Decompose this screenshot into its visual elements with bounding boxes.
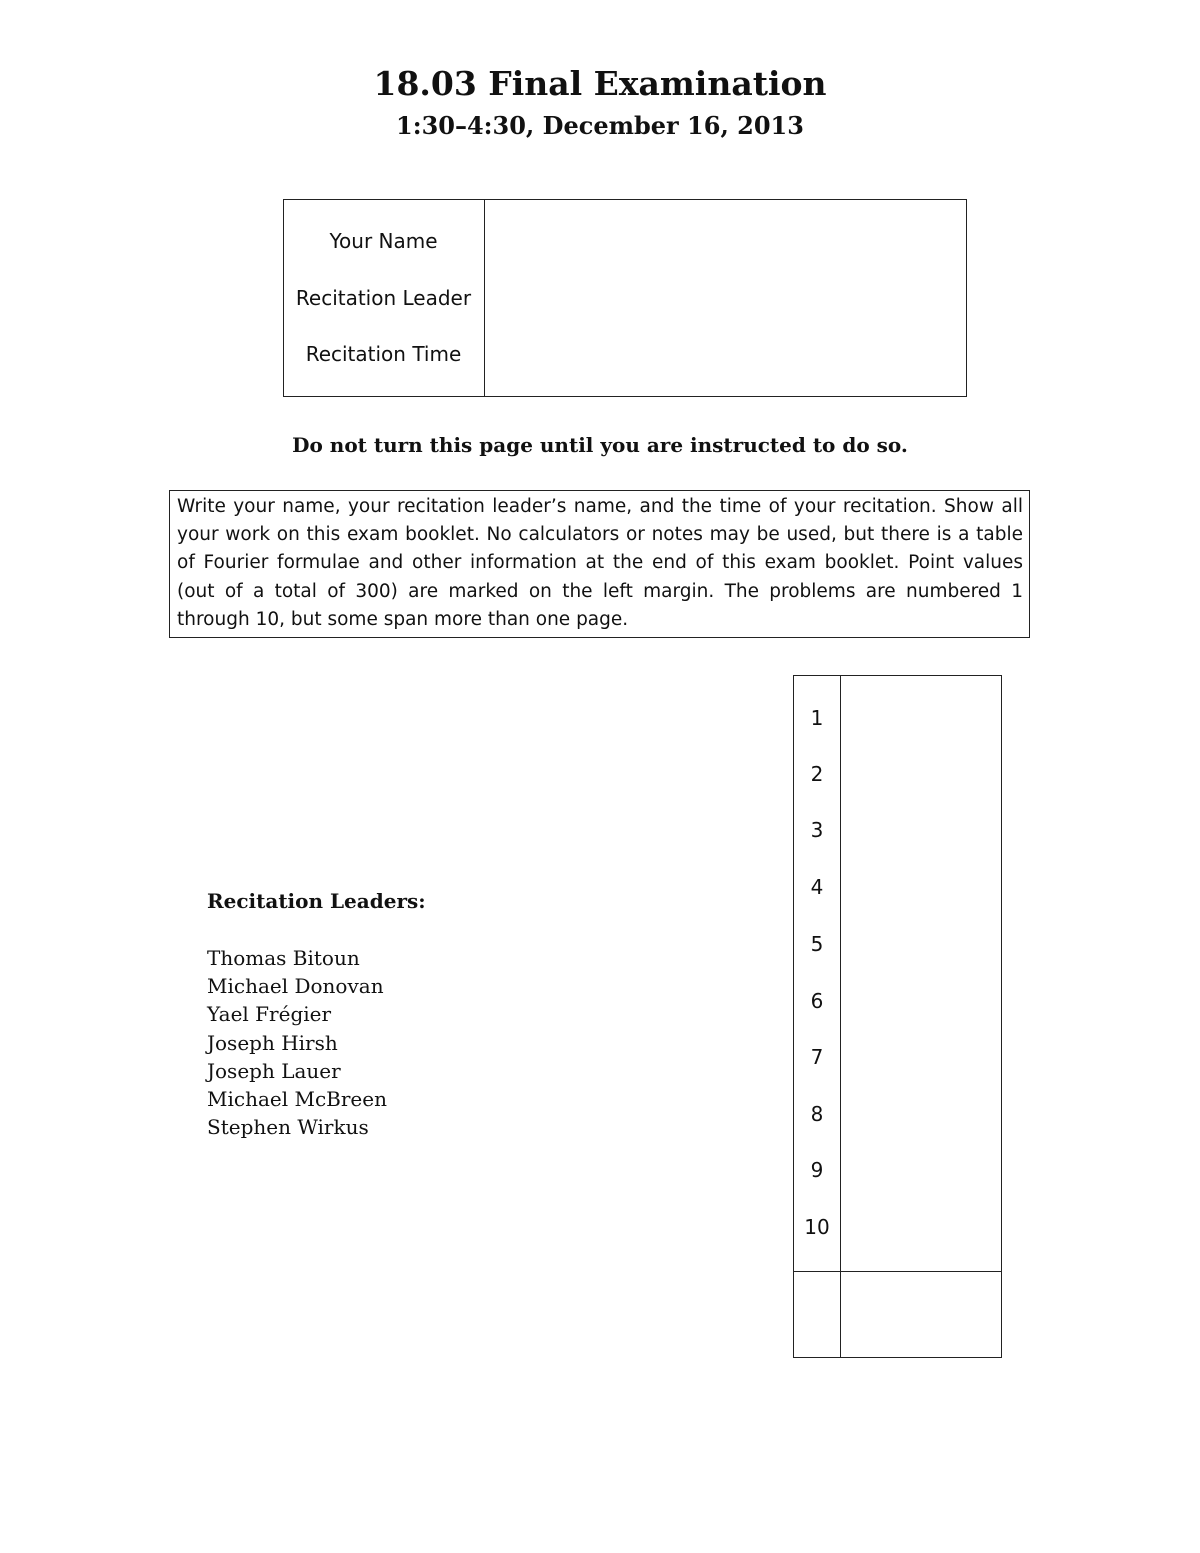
leader-name: Joseph Hirsh bbox=[207, 1030, 338, 1055]
recitation-time-label: Recitation Time bbox=[305, 342, 462, 366]
problem-number: 3 bbox=[810, 818, 824, 842]
leader-name: Thomas Bitoun bbox=[207, 946, 360, 970]
score-table bbox=[793, 675, 1002, 1358]
problem-number: 9 bbox=[810, 1158, 824, 1182]
exam-instructions: Write your name, your recitation leader’s name, and the time of your recitation. Show all your work on this exam booklet. No calculators or notes may be used, but there is a table of Fourier formulae and other information at the end of this exam booklet. Point values (out of a total of 300) are marked on the left margin. The problems are numbered 1 through 10, but some span more than one page. bbox=[169, 490, 1030, 638]
recitation-leader-label: Recitation Leader bbox=[295, 286, 472, 310]
problem-number: 1 bbox=[810, 706, 824, 730]
problem-number: 10 bbox=[804, 1215, 830, 1239]
problem-number: 6 bbox=[810, 989, 824, 1013]
do-not-turn-warning: Do not turn this page until you are instructed to do so. bbox=[292, 433, 908, 457]
exam-title: 18.03 Final Examination bbox=[373, 64, 827, 103]
score-table-column-divider bbox=[840, 676, 841, 1357]
recitation-leaders-list bbox=[207, 944, 387, 1141]
problem-number: 5 bbox=[810, 932, 824, 956]
score-table-total-divider bbox=[794, 1271, 1001, 1272]
problem-number: 8 bbox=[810, 1102, 824, 1126]
problem-number: 4 bbox=[810, 875, 824, 899]
your-name-label: Your Name bbox=[329, 229, 438, 253]
leader-name: Michael McBreen bbox=[207, 1087, 387, 1112]
leader-name: Stephen Wirkus bbox=[207, 1115, 369, 1140]
problem-number: 7 bbox=[810, 1045, 824, 1069]
exam-date-time: 1:30–4:30, December 16, 2013 bbox=[396, 111, 804, 140]
leader-name: Joseph Lauer bbox=[207, 1058, 341, 1083]
leader-name: Michael Donovan bbox=[207, 974, 384, 999]
problem-number: 2 bbox=[810, 762, 824, 786]
recitation-leaders-heading: Recitation Leaders: bbox=[207, 889, 426, 913]
leader-name: Yael Frégier bbox=[207, 1002, 332, 1027]
